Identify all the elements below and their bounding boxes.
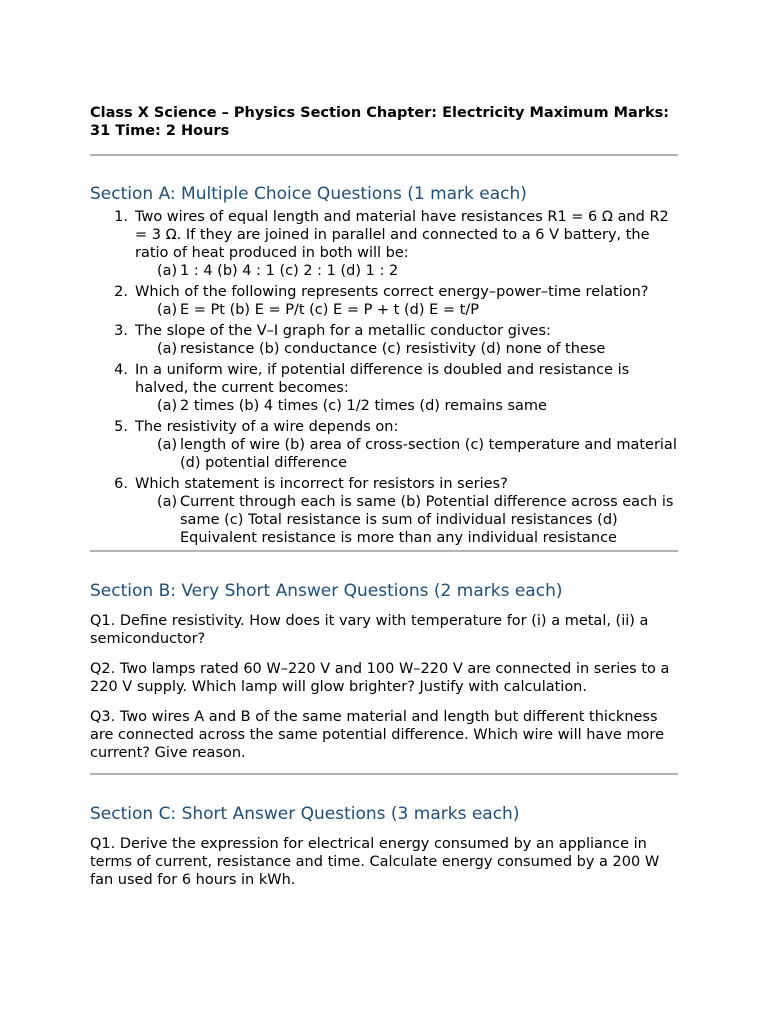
question-item — [90, 208, 678, 280]
option-label: (a) — [157, 494, 178, 510]
options-text: 1 : 4 (b) 4 : 1 (c) 2 : 1 (d) 1 : 2 — [180, 263, 399, 279]
section-b-question-2: Q2. Two lamps rated 60 W–220 V and 100 W–220 V are connected in series to a 220 V supply. Which lamp will glow brighter? Justify with calculation. — [90, 661, 670, 695]
question-number: 4. — [114, 362, 128, 378]
options-text: 2 times (b) 4 times (c) 1/2 times (d) remains same — [180, 398, 547, 414]
option-label: (a) — [157, 398, 178, 414]
document-title: Class X Science – Physics Section Chapter: Electricity Maximum Marks: 31 Time: 2 Hours — [90, 105, 670, 139]
question-number: 2. — [114, 284, 128, 300]
question-item — [90, 475, 678, 547]
question-item — [90, 361, 678, 415]
options-text: length of wire (b) area of cross-section (c) temperature and material (d) potential difference — [180, 437, 677, 471]
question-options — [135, 436, 678, 472]
option-label: (a) — [157, 437, 178, 453]
option-label: (a) — [157, 302, 178, 318]
section-b-heading: Section B: Very Short Answer Questions (2 marks each) — [90, 581, 563, 601]
question-number: 6. — [114, 476, 128, 492]
question-options — [135, 262, 678, 280]
section-c-question-1: Q1. Derive the expression for electrical energy consumed by an appliance in terms of current, resistance and time. Calculate energy consumed by a 200 W fan used for 6 hours in kWh. — [90, 836, 660, 888]
option-label: (a) — [157, 341, 178, 357]
question-number: 5. — [114, 419, 128, 435]
question-text: Two wires of equal length and material have resistances R1 = 6 Ω and R2 = 3 Ω. If they are joined in parallel and connected to a 6 V battery, the ratio of heat produced in both will be: — [135, 209, 669, 261]
options-text: resistance (b) conductance (c) resistivity (d) none of these — [180, 341, 606, 357]
question-item — [90, 418, 678, 472]
document-content — [90, 104, 678, 889]
question-options — [135, 301, 678, 319]
options-text: Current through each is same (b) Potential difference across each is same (c) Total resistance is sum of individual resistances (d) Equivalent resistance is more than any individual resistance — [180, 494, 674, 546]
question-options — [135, 397, 678, 415]
section-c-heading: Section C: Short Answer Questions (3 marks each) — [90, 804, 520, 824]
question-item — [90, 283, 678, 319]
section-a-heading: Section A: Multiple Choice Questions (1 mark each) — [90, 184, 527, 204]
mcq-list — [90, 208, 678, 547]
section-b-question-1: Q1. Define resistivity. How does it vary with temperature for (i) a metal, (ii) a semiconductor? — [90, 613, 649, 647]
question-text: The slope of the V–I graph for a metallic conductor gives: — [135, 323, 551, 339]
option-label: (a) — [157, 263, 178, 279]
question-number: 1. — [114, 209, 128, 225]
section-b-question-3: Q3. Two wires A and B of the same material and length but different thickness are connected across the same potential difference. Which wire will have more current? Give reason. — [90, 709, 664, 761]
question-item — [90, 322, 678, 358]
question-text: In a uniform wire, if potential difference is doubled and resistance is halved, the current becomes: — [135, 362, 630, 396]
question-options — [135, 493, 678, 547]
question-text: Which of the following represents correct energy–power–time relation? — [135, 284, 649, 300]
question-options — [135, 340, 678, 358]
question-number: 3. — [114, 323, 128, 339]
question-text: The resistivity of a wire depends on: — [135, 419, 399, 435]
options-text: E = Pt (b) E = P/t (c) E = P + t (d) E = t/P — [180, 302, 479, 318]
question-text: Which statement is incorrect for resistors in series? — [135, 476, 508, 492]
